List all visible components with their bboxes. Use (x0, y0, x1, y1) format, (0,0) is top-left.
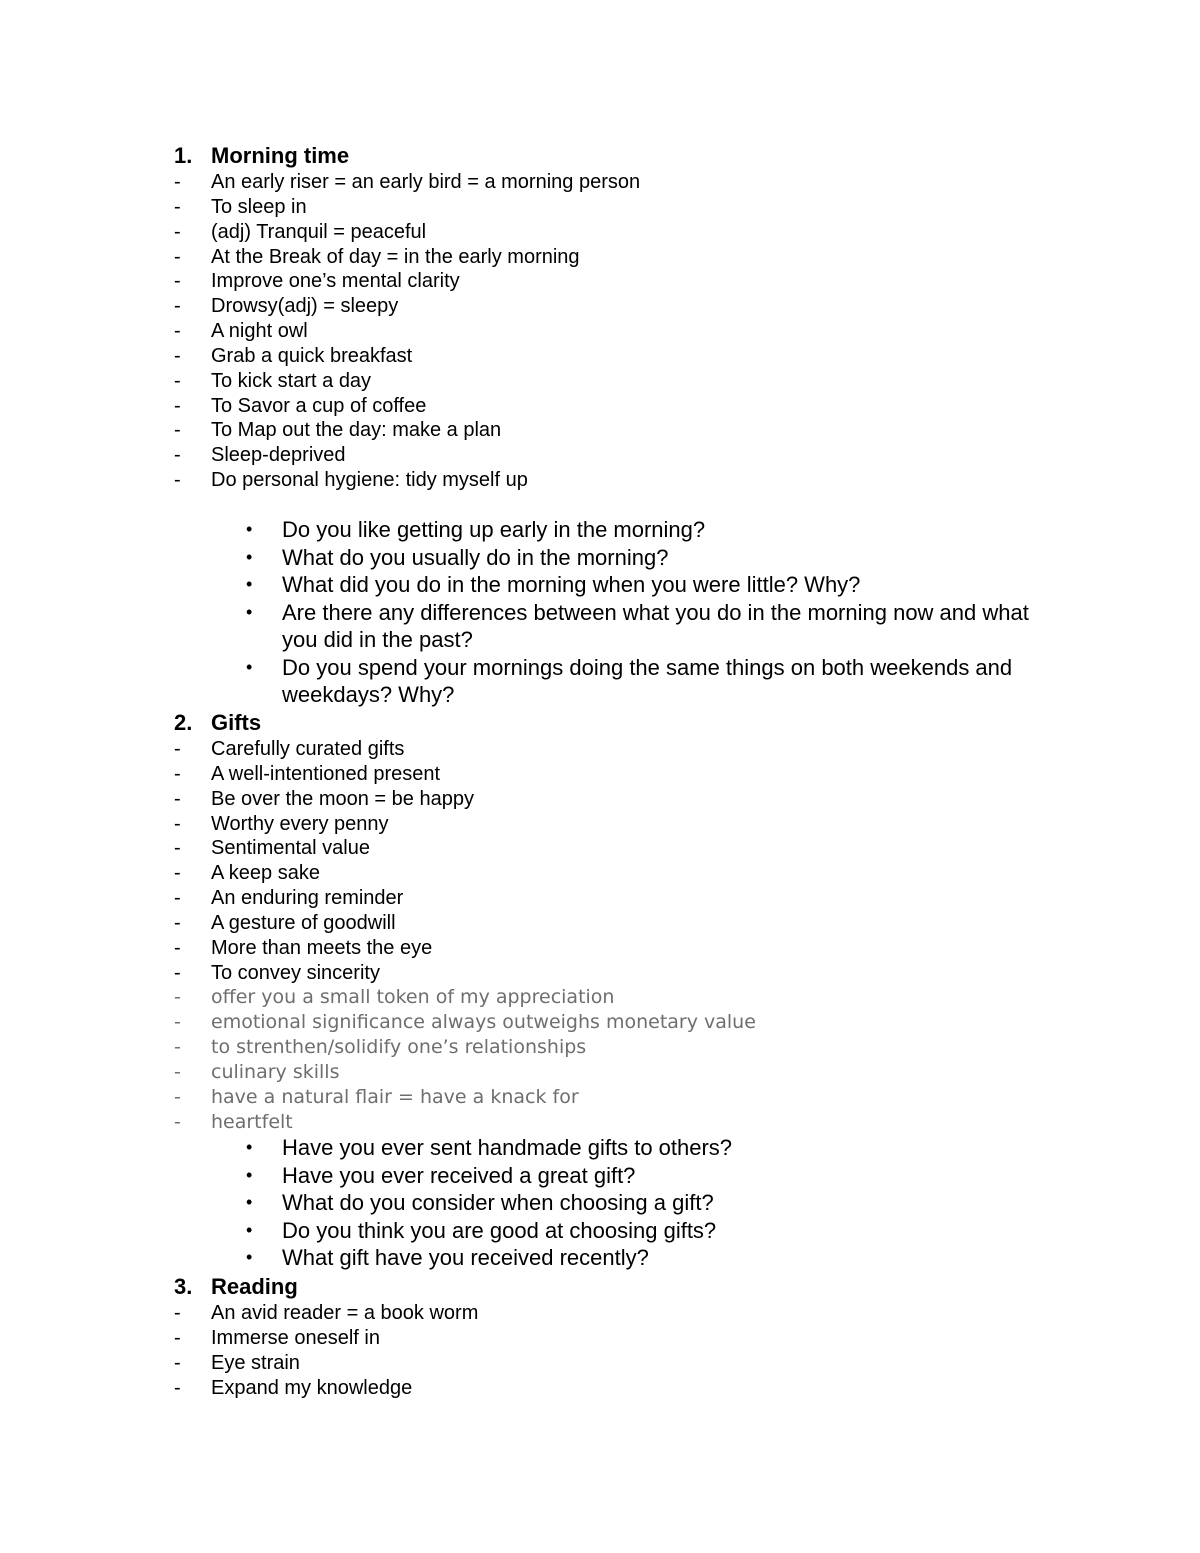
dash-marker: - (174, 295, 181, 318)
dash-marker: - (174, 469, 181, 492)
question-item: • Have you ever received a great gift? (246, 1162, 636, 1188)
dash-marker: - (174, 986, 181, 1009)
question-item: • What do you consider when choosing a gift? (246, 1190, 714, 1215)
vocab-item: - An enduring reminder (174, 887, 404, 910)
vocab-item: - At the Break of day = in the early morning (174, 245, 580, 268)
dash-marker: - (174, 320, 181, 343)
vocab-item: - More than meets the eye (174, 936, 433, 959)
vocab-item-light: - heartfelt (174, 1110, 293, 1133)
dash-marker: - (174, 1326, 181, 1349)
question-list-gifts (244, 1134, 1044, 1272)
vocab-item: - An early riser = an early bird = a morning person (174, 171, 641, 193)
section-number: 1. (174, 143, 193, 168)
vocab-item: - Immerse oneself in (174, 1326, 380, 1349)
question-item: • Do you think you are good at choosing gifts? (246, 1217, 717, 1243)
section-number: 2. (174, 710, 193, 735)
vocab-item: - A well-intentioned present (174, 762, 441, 785)
section-heading-gifts (174, 710, 261, 736)
dash-marker: - (174, 887, 181, 910)
dash-marker: - (174, 419, 181, 442)
vocab-item: - A gesture of goodwill (174, 911, 396, 934)
dash-marker: - (174, 1060, 181, 1083)
vocab-item: - (adj) Tranquil = peaceful (174, 220, 427, 243)
dash-marker: - (174, 862, 181, 885)
bullet-marker: • (246, 656, 253, 677)
dash-marker: - (174, 1110, 181, 1133)
vocab-item: - To Map out the day: make a plan (174, 419, 502, 442)
dash-marker: - (174, 394, 181, 417)
section-title: Morning time (211, 143, 350, 168)
bullet-marker: • (246, 1219, 253, 1240)
bullet-marker: • (246, 1192, 253, 1212)
question-item: • Are there any differences between what you do in the morning now and what you did in the past? (246, 599, 1029, 652)
section-title: Gifts (211, 710, 262, 735)
dash-marker: - (174, 369, 181, 392)
vocab-list-reading (174, 1301, 478, 1400)
bullet-marker: • (246, 1164, 253, 1185)
question-item: • What do you usually do in the morning? (246, 544, 669, 570)
dash-marker: - (174, 837, 181, 860)
vocab-item: - An avid reader = a book worm (174, 1302, 479, 1324)
section-title: Reading (211, 1274, 298, 1299)
dash-marker: - (174, 738, 181, 760)
vocab-item: - Worthy every penny (174, 812, 389, 835)
vocab-item: - Do personal hygiene: tidy myself up (174, 469, 528, 492)
vocab-item: - Eye strain (174, 1351, 300, 1374)
question-item: • Do you like getting up early in the morning? (246, 517, 706, 542)
vocab-item: - Drowsy(adj) = sleepy (174, 295, 399, 318)
dash-marker: - (174, 195, 181, 218)
question-item: • What did you do in the morning when you were little? Why? (246, 572, 861, 597)
dash-marker: - (174, 1376, 181, 1399)
dash-marker: - (174, 1085, 181, 1108)
dash-marker: - (174, 936, 181, 959)
vocab-item: - Sentimental value (174, 837, 370, 860)
vocab-item: - A keep sake (174, 862, 320, 885)
vocab-item: - Improve one’s mental clarity (174, 270, 460, 293)
dash-marker: - (174, 1036, 181, 1059)
vocab-item-light: - culinary skills (174, 1060, 340, 1083)
section-heading-morning-time (174, 143, 349, 169)
dash-marker: - (174, 911, 181, 934)
vocab-item: - Expand my knowledge (174, 1376, 413, 1399)
section-heading-reading (174, 1274, 298, 1300)
dash-marker: - (174, 812, 181, 835)
vocab-item: - Grab a quick breakfast (174, 344, 413, 367)
vocab-item-light: - have a natural flair = have a knack for (174, 1085, 579, 1108)
bullet-marker: • (246, 1137, 253, 1157)
vocab-item: - To sleep in (174, 195, 307, 218)
vocab-item: - Be over the moon = be happy (174, 787, 474, 810)
dash-marker: - (174, 220, 181, 243)
vocab-item-light: - offer you a small token of my appreciation (174, 986, 615, 1009)
bullet-marker: • (246, 601, 253, 622)
vocab-item: - To Savor a cup of coffee (174, 394, 427, 417)
vocab-item: - To kick start a day (174, 369, 372, 392)
dash-marker: - (174, 1302, 181, 1324)
vocab-item-light: - to strenthen/solidify one’s relationships (174, 1036, 587, 1059)
dash-marker: - (174, 1011, 181, 1034)
bullet-marker: • (246, 519, 253, 539)
bullet-marker: • (246, 1247, 253, 1267)
dash-marker: - (174, 444, 181, 467)
vocab-item: - To convey sincerity (174, 961, 380, 984)
vocab-list-gifts (174, 737, 756, 1135)
question-item: • Do you spend your mornings doing the same things on both weekends and weekdays? Why? (246, 654, 1013, 707)
bullet-marker: • (246, 546, 253, 567)
dash-marker: - (174, 171, 181, 193)
question-item: • What gift have you received recently? (246, 1245, 649, 1270)
dash-marker: - (174, 961, 181, 984)
section-number: 3. (174, 1274, 193, 1299)
dash-marker: - (174, 1351, 181, 1374)
vocab-item: - A night owl (174, 320, 308, 343)
question-item: • Have you ever sent handmade gifts to others? (246, 1135, 733, 1160)
vocab-item-light: - emotional significance always outweighs monetary value (174, 1011, 756, 1034)
bullet-marker: • (246, 574, 253, 594)
vocab-item: - Sleep-deprived (174, 444, 346, 467)
vocab-list-morning-time (174, 170, 640, 493)
dash-marker: - (174, 344, 181, 367)
dash-marker: - (174, 270, 181, 293)
dash-marker: - (174, 762, 181, 785)
dash-marker: - (174, 245, 181, 268)
question-list-morning-time (244, 516, 1044, 709)
vocab-item: - Carefully curated gifts (174, 738, 405, 760)
dash-marker: - (174, 787, 181, 810)
